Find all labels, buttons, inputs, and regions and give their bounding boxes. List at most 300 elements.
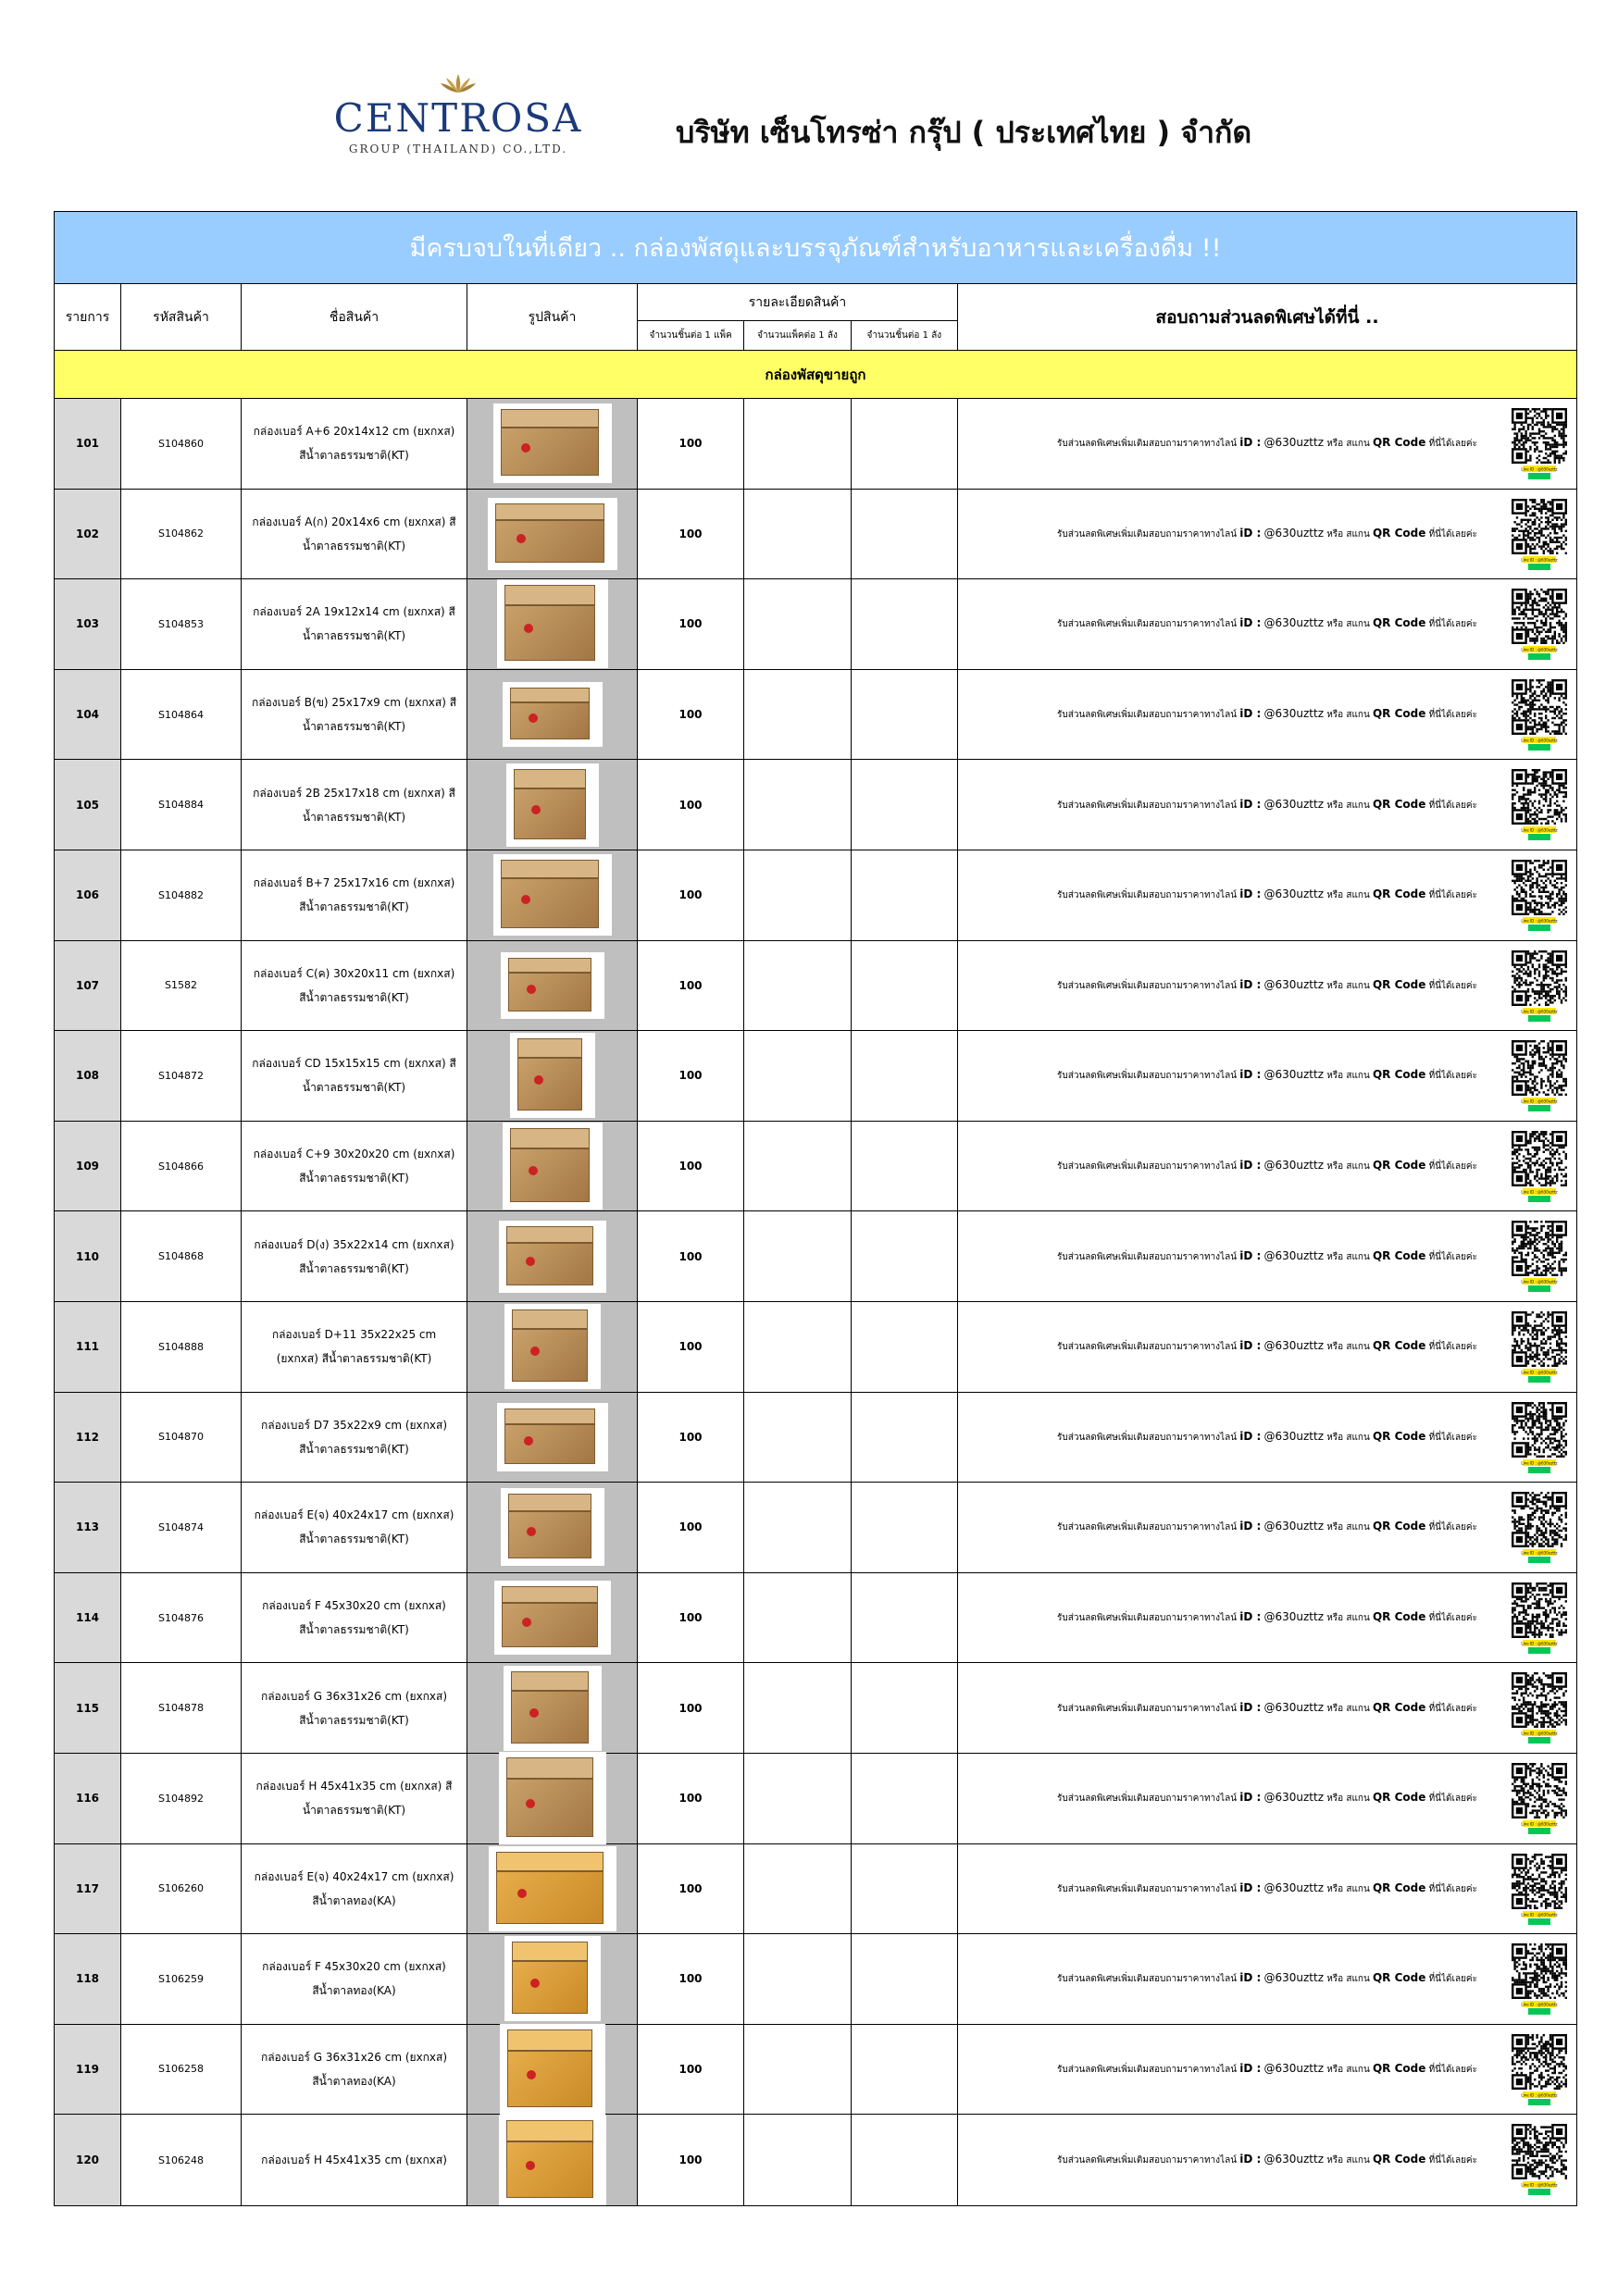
col-header-no: รายการ	[55, 284, 121, 350]
table-row	[55, 1302, 1576, 1393]
product-box-image	[504, 1304, 601, 1389]
table-row	[55, 1934, 1576, 2025]
pcs-per-case	[852, 1302, 958, 1392]
contact-cell	[958, 1844, 1576, 1934]
pcs-per-pack: 100	[638, 1211, 744, 1301]
product-box-image	[500, 2024, 605, 2115]
pcs-per-case	[852, 1483, 958, 1572]
table-row	[55, 760, 1576, 850]
qr-code-icon[interactable]	[1510, 2122, 1569, 2196]
product-name	[242, 1934, 467, 2024]
logo-wordmark: CENTROSA	[333, 95, 583, 141]
product-image-cell	[467, 579, 638, 669]
box-label-icon	[521, 895, 530, 904]
line-id-link[interactable]: @630uzttz	[1263, 526, 1325, 540]
product-name-line2: น้ำตาลธรรมชาติ(KT)	[302, 720, 406, 734]
qr-code-icon[interactable]	[1510, 1852, 1569, 1926]
qr-code-icon[interactable]	[1510, 949, 1569, 1023]
contact-info: รับส่วนลดพิเศษเพิ่มเติมสอบถามราคาทางไลน์ iD : @630uzttz หรือ สแกน QR Code ที่นี่ได้เลยค่ะ	[1057, 436, 1477, 450]
product-code: S104884	[121, 760, 242, 850]
qr-code-icon[interactable]	[1510, 1309, 1569, 1384]
line-id-link[interactable]: @630uzttz	[1263, 1971, 1325, 1985]
pcs-per-pack: 100	[638, 1122, 744, 1211]
product-name	[242, 2115, 467, 2205]
box-label-icon	[531, 805, 541, 814]
product-code: S104876	[121, 1573, 242, 1663]
row-number: 118	[55, 1934, 121, 2024]
row-number: 116	[55, 1754, 121, 1843]
table-row	[55, 1844, 1576, 1935]
qr-code-icon[interactable]	[1510, 1129, 1569, 1203]
contact-cell	[958, 670, 1576, 760]
svg-text:Line ID : @630uzttz: Line ID : @630uzttz	[1521, 1009, 1558, 1014]
packs-per-case	[744, 1483, 852, 1572]
product-box-image	[497, 1403, 608, 1471]
qr-code-icon[interactable]	[1510, 1400, 1569, 1474]
product-box-image	[503, 682, 603, 747]
box-label-icon	[530, 1979, 540, 1988]
row-number: 114	[55, 1573, 121, 1663]
company-logo	[333, 72, 583, 160]
product-box-image	[489, 1846, 616, 1931]
pcs-per-pack: 100	[638, 941, 744, 1031]
line-id-link[interactable]: @630uzttz	[1263, 436, 1325, 450]
product-code: S104888	[121, 1302, 242, 1392]
row-number: 111	[55, 1302, 121, 1392]
pcs-per-pack: 100	[638, 1844, 744, 1934]
table-row	[55, 1754, 1576, 1844]
contact-cell	[958, 1934, 1576, 2024]
table-row	[55, 2025, 1576, 2116]
product-name-line1: กล่องเบอร์ E(จ) 40x24x17 cm (ยxกxส)	[254, 1869, 454, 1883]
contact-info: รับส่วนลดพิเศษเพิ่มเติมสอบถามราคาทางไลน์ iD : @630uzttz หรือ สแกน QR Code ที่นี่ได้เลยค่ะ	[1057, 2153, 1477, 2166]
lotus-logo-icon	[440, 72, 477, 96]
product-name-line2: สีน้ำตาลธรรมชาติ(KT)	[299, 449, 409, 463]
product-table	[54, 211, 1577, 2206]
line-id-link[interactable]: @630uzttz	[1263, 1068, 1325, 1082]
table-row	[55, 670, 1576, 761]
contact-info: รับส่วนลดพิเศษเพิ่มเติมสอบถามราคาทางไลน์ iD : @630uzttz หรือ สแกน QR Code ที่นี่ได้เลยค่ะ	[1057, 1700, 1477, 1714]
svg-text:Line ID : @630uzttz: Line ID : @630uzttz	[1521, 1641, 1558, 1646]
contact-info: รับส่วนลดพิเศษเพิ่มเติมสอบถามราคาทางไลน์ iD : @630uzttz หรือ สแกน QR Code ที่นี่ได้เลยค่ะ	[1057, 526, 1477, 540]
pcs-per-case	[852, 941, 958, 1031]
box-label-icon	[529, 1708, 539, 1718]
qr-code-icon[interactable]	[1510, 1219, 1569, 1293]
svg-text:Line ID : @630uzttz: Line ID : @630uzttz	[1521, 1821, 1558, 1827]
product-image-cell	[467, 1483, 638, 1572]
qr-code-icon[interactable]	[1510, 2032, 1569, 2106]
product-image-cell	[467, 1393, 638, 1483]
product-image-cell	[467, 1934, 638, 2024]
table-row	[55, 850, 1576, 941]
product-name	[242, 1302, 467, 1392]
packs-per-case	[744, 1844, 852, 1934]
contact-cell	[958, 399, 1576, 489]
qr-code-icon[interactable]	[1510, 1038, 1569, 1112]
product-name-line1: กล่องเบอร์ C(ค) 30x20x11 cm (ยxกxส)	[253, 966, 455, 980]
pcs-per-pack: 100	[638, 2025, 744, 2115]
packs-per-case	[744, 2025, 852, 2115]
pcs-per-pack: 100	[638, 1031, 744, 1121]
product-code: S104878	[121, 1663, 242, 1753]
contact-info: รับส่วนลดพิเศษเพิ่มเติมสอบถามราคาทางไลน์ iD : @630uzttz หรือ สแกน QR Code ที่นี่ได้เลยค่ะ	[1057, 2061, 1477, 2075]
row-number: 115	[55, 1663, 121, 1753]
product-name-line1: กล่องเบอร์ D7 35x22x9 cm (ยxกxส)	[260, 1418, 448, 1432]
product-name-line1: กล่องเบอร์ G 36x31x26 cm (ยxกxส)	[260, 1689, 448, 1703]
col-header-detail-sub	[638, 321, 957, 350]
product-box-image	[493, 403, 612, 483]
product-name	[242, 579, 467, 669]
pcs-per-pack: 100	[638, 670, 744, 760]
box-label-icon	[529, 1166, 538, 1175]
contact-cell	[958, 2025, 1576, 2115]
product-name-line2: น้ำตาลธรรมชาติ(KT)	[302, 539, 406, 552]
contact-cell	[958, 1302, 1576, 1392]
svg-text:Line ID : @630uzttz: Line ID : @630uzttz	[1521, 557, 1558, 563]
contact-info: รับส่วนลดพิเศษเพิ่มเติมสอบถามราคาทางไลน์ iD : @630uzttz หรือ สแกน QR Code ที่นี่ได้เลยค่ะ	[1057, 1159, 1477, 1173]
box-label-icon	[524, 1436, 533, 1446]
svg-text:Line ID : @630uzttz: Line ID : @630uzttz	[1521, 918, 1558, 924]
contact-info: รับส่วนลดพิเศษเพิ่มเติมสอบถามราคาทางไลน์ iD : @630uzttz หรือ สแกน QR Code ที่นี่ได้เลยค่ะ	[1057, 1429, 1477, 1443]
product-name-line2: (ยxกxส) สีน้ำตาลธรรมชาติ(KT)	[276, 1352, 432, 1366]
box-label-icon	[521, 443, 530, 453]
product-image-cell	[467, 490, 638, 579]
product-name-line2: สีน้ำตาลธรรมชาติ(KT)	[299, 1623, 409, 1637]
product-image-cell	[467, 670, 638, 760]
product-code: S104872	[121, 1031, 242, 1121]
qr-code-icon[interactable]	[1510, 406, 1569, 480]
contact-cell	[958, 850, 1576, 940]
col-header-pcs-per-case: จำนวนชิ้นต่อ 1 ลัง	[866, 330, 942, 341]
line-id-link[interactable]: @630uzttz	[1263, 1248, 1325, 1262]
contact-cell	[958, 1122, 1576, 1211]
svg-text:Line ID : @630uzttz: Line ID : @630uzttz	[1521, 1279, 1558, 1285]
pcs-per-case	[852, 760, 958, 850]
product-box-image	[499, 1752, 606, 1844]
product-name-line1: กล่องเบอร์ B(ข) 25x17x9 cm (ยxกxส) สี	[251, 696, 457, 710]
product-name-line2: สีน้ำตาลทอง(KA)	[312, 1893, 396, 1907]
qr-code-icon[interactable]	[1510, 1581, 1569, 1655]
pcs-per-pack: 100	[638, 490, 744, 579]
table-row	[55, 2115, 1576, 2205]
row-number: 112	[55, 1393, 121, 1483]
product-name-line1: กล่องเบอร์ D+11 35x22x25 cm	[271, 1328, 437, 1342]
pcs-per-case	[852, 1031, 958, 1121]
col-header-packs-per-case: จำนวนแพ็คต่อ 1 ลัง	[744, 321, 851, 350]
table-row	[55, 490, 1576, 580]
svg-text:Line ID : @630uzttz: Line ID : @630uzttz	[1521, 827, 1558, 833]
product-code: S106248	[121, 2115, 242, 2205]
pcs-per-pack: 100	[638, 1663, 744, 1753]
svg-text:Line ID : @630uzttz: Line ID : @630uzttz	[1521, 2002, 1558, 2007]
product-name-line2: สีน้ำตาลธรรมชาติ(KT)	[299, 1172, 409, 1185]
product-name-line1: กล่องเบอร์ 2B 25x17x18 cm (ยxกxส) สี	[253, 786, 455, 800]
product-image-cell	[467, 1302, 638, 1392]
table-row	[55, 941, 1576, 1032]
product-code: S104866	[121, 1122, 242, 1211]
product-name-line1: กล่องเบอร์ CD 15x15x15 cm (ยxกxส) สี	[252, 1057, 456, 1071]
product-box-image	[510, 1033, 595, 1118]
contact-info: รับส่วนลดพิเศษเพิ่มเติมสอบถามราคาทางไลน์ iD : @630uzttz หรือ สแกน QR Code ที่นี่ได้เลยค่ะ	[1057, 1520, 1477, 1533]
row-number: 108	[55, 1031, 121, 1121]
qr-code-icon[interactable]	[1510, 677, 1569, 751]
svg-text:Line ID : @630uzttz: Line ID : @630uzttz	[1521, 1189, 1558, 1195]
contact-cell	[958, 941, 1576, 1031]
product-name-line1: กล่องเบอร์ E(จ) 40x24x17 cm (ยxกxส)	[254, 1508, 454, 1522]
product-box-image	[494, 1581, 611, 1655]
packs-per-case	[744, 399, 852, 489]
product-image-cell	[467, 2025, 638, 2115]
product-name-line2: สีน้ำตาลทอง(KA)	[312, 2074, 396, 2088]
packs-per-case	[744, 1122, 852, 1211]
box-label-icon	[527, 2070, 536, 2079]
row-number: 113	[55, 1483, 121, 1572]
product-name-line2: สีน้ำตาลธรรมชาติ(KT)	[299, 990, 409, 1004]
pcs-per-case	[852, 2025, 958, 2115]
product-code: S104868	[121, 1211, 242, 1301]
col-header-code: รหัสสินค้า	[121, 284, 242, 350]
product-box-image	[493, 854, 612, 936]
product-name	[242, 670, 467, 760]
product-name	[242, 490, 467, 579]
pcs-per-pack: 100	[638, 760, 744, 850]
pcs-per-case	[852, 1754, 958, 1843]
contact-info: รับส่วนลดพิเศษเพิ่มเติมสอบถามราคาทางไลน์ iD : @630uzttz หรือ สแกน QR Code ที่นี่ได้เลยค่ะ	[1057, 1068, 1477, 1082]
svg-text:Line ID : @630uzttz: Line ID : @630uzttz	[1521, 1731, 1558, 1736]
product-image-cell	[467, 1211, 638, 1301]
packs-per-case	[744, 1211, 852, 1301]
product-name	[242, 1483, 467, 1572]
col-header-detail-group	[638, 284, 958, 350]
pcs-per-case	[852, 490, 958, 579]
line-id-link[interactable]: @630uzttz	[1263, 977, 1325, 991]
line-id-link[interactable]: @630uzttz	[1263, 1610, 1325, 1624]
box-label-icon	[526, 1799, 535, 1808]
product-name-line1: กล่องเบอร์ F 45x30x20 cm (ยxกxส)	[262, 1960, 446, 1974]
product-box-image	[503, 1123, 603, 1210]
row-number: 105	[55, 760, 121, 850]
table-header	[55, 284, 1576, 351]
pcs-per-case	[852, 1844, 958, 1934]
row-number: 104	[55, 670, 121, 760]
packs-per-case	[744, 941, 852, 1031]
product-name-line2: สีน้ำตาลทอง(KA)	[312, 1984, 396, 1998]
product-image-cell	[467, 760, 638, 850]
svg-text:Line ID : @630uzttz: Line ID : @630uzttz	[1521, 1550, 1558, 1556]
pcs-per-pack: 100	[638, 1573, 744, 1663]
product-name-line1: กล่องเบอร์ D(ง) 35x22x14 cm (ยxกxส)	[254, 1237, 454, 1251]
pcs-per-pack: 100	[638, 1754, 744, 1843]
product-image-cell	[467, 2115, 638, 2205]
product-name-line2: น้ำตาลธรรมชาติ(KT)	[302, 629, 406, 643]
product-code: S104882	[121, 850, 242, 940]
product-name	[242, 1754, 467, 1843]
contact-info: รับส่วนลดพิเศษเพิ่มเติมสอบถามราคาทางไลน์ iD : @630uzttz หรือ สแกน QR Code ที่นี่ได้เลยค่ะ	[1057, 1339, 1477, 1353]
col-header-detail: รายละเอียดสินค้า	[638, 284, 957, 321]
product-name-line1: กล่องเบอร์ F 45x30x20 cm (ยxกxส)	[262, 1599, 446, 1613]
line-id-link[interactable]: @630uzttz	[1263, 1520, 1325, 1533]
line-id-link[interactable]: @630uzttz	[1263, 1429, 1325, 1443]
line-id-link[interactable]: @630uzttz	[1263, 616, 1325, 630]
packs-per-case	[744, 1573, 852, 1663]
svg-text:Line ID : @630uzttz: Line ID : @630uzttz	[1521, 1912, 1558, 1917]
box-label-icon	[522, 1618, 531, 1627]
contact-info: รับส่วนลดพิเศษเพิ่มเติมสอบถามราคาทางไลน์ iD : @630uzttz หรือ สแกน QR Code ที่นี่ได้เลยค่ะ	[1057, 616, 1477, 630]
product-code: S106259	[121, 1934, 242, 2024]
product-code: S104862	[121, 490, 242, 579]
product-box-image	[499, 1221, 606, 1293]
packs-per-case	[744, 760, 852, 850]
line-id-link[interactable]: @630uzttz	[1263, 2061, 1325, 2075]
product-name-line1: กล่องเบอร์ H 45x41x35 cm (ยxกxส) สี	[255, 1780, 453, 1793]
table-row	[55, 1573, 1576, 1664]
product-name-line1: กล่องเบอร์ B+7 25x17x16 cm (ยxกxส)	[253, 876, 455, 890]
line-id-link[interactable]: @630uzttz	[1263, 887, 1325, 901]
section-title: กล่องพัสดุขายถูก	[55, 351, 1576, 399]
product-image-cell	[467, 1031, 638, 1121]
line-id-link[interactable]: @630uzttz	[1263, 2153, 1325, 2166]
product-image-cell	[467, 399, 638, 489]
col-header-pcs-per-pack: จำนวนชิ้นต่อ 1 แพ็ค	[638, 321, 744, 350]
product-box-image	[501, 1488, 604, 1566]
row-number: 117	[55, 1844, 121, 1934]
qr-code-icon[interactable]	[1510, 858, 1569, 932]
row-number: 106	[55, 850, 121, 940]
product-name-line1: กล่องเบอร์ C+9 30x20x20 cm (ยxกxส)	[253, 1148, 455, 1161]
box-label-icon	[526, 1257, 535, 1266]
product-image-cell	[467, 1122, 638, 1211]
product-name	[242, 760, 467, 850]
contact-cell	[958, 1483, 1576, 1572]
contact-info: รับส่วนลดพิเศษเพิ่มเติมสอบถามราคาทางไลน์ iD : @630uzttz หรือ สแกน QR Code ที่นี่ได้เลยค่ะ	[1057, 1610, 1477, 1624]
svg-text:Line ID : @630uzttz: Line ID : @630uzttz	[1521, 2092, 1558, 2098]
row-number: 101	[55, 399, 121, 489]
box-label-icon	[527, 985, 536, 994]
packs-per-case	[744, 2115, 852, 2205]
packs-per-case	[744, 850, 852, 940]
qr-code-icon[interactable]	[1510, 497, 1569, 571]
box-label-icon	[529, 714, 538, 723]
pcs-per-pack: 100	[638, 399, 744, 489]
contact-cell	[958, 1663, 1576, 1753]
pcs-per-pack: 100	[638, 1302, 744, 1392]
pcs-per-case	[852, 670, 958, 760]
box-label-icon	[517, 1889, 527, 1898]
table-row	[55, 1393, 1576, 1483]
product-image-cell	[467, 941, 638, 1031]
product-code: S104853	[121, 579, 242, 669]
product-name-line2: สีน้ำตาลธรรมชาติ(KT)	[299, 1533, 409, 1546]
product-name-line1: กล่องเบอร์ H 45x41x35 cm (ยxกxส)	[261, 2153, 447, 2167]
product-code: S104860	[121, 399, 242, 489]
col-header-contact: สอบถามส่วนลดพิเศษได้ที่นี่ ..	[1155, 306, 1379, 328]
packs-per-case	[744, 490, 852, 579]
qr-code-icon[interactable]	[1510, 1490, 1569, 1564]
svg-text:Line ID : @630uzttz: Line ID : @630uzttz	[1521, 738, 1558, 743]
qr-code-icon[interactable]	[1510, 1942, 1569, 2016]
product-name	[242, 399, 467, 489]
qr-code-icon[interactable]	[1510, 767, 1569, 841]
svg-text:Line ID : @630uzttz: Line ID : @630uzttz	[1521, 466, 1558, 472]
pcs-per-case	[852, 399, 958, 489]
pcs-per-pack: 100	[638, 2115, 744, 2205]
contact-info: รับส่วนลดพิเศษเพิ่มเติมสอบถามราคาทางไลน์ iD : @630uzttz หรือ สแกน QR Code ที่นี่ได้เลยค่ะ	[1057, 1971, 1477, 1985]
table-row	[55, 1663, 1576, 1754]
contact-info: รับส่วนลดพิเศษเพิ่มเติมสอบถามราคาทางไลน์ iD : @630uzttz หรือ สแกน QR Code ที่นี่ได้เลยค่ะ	[1057, 977, 1477, 991]
product-code: S106258	[121, 2025, 242, 2115]
table-row	[55, 1483, 1576, 1573]
product-name-line2: น้ำตาลธรรมชาติ(KT)	[302, 1804, 406, 1818]
packs-per-case	[744, 1754, 852, 1843]
product-box-image	[488, 498, 617, 570]
contact-info: รับส่วนลดพิเศษเพิ่มเติมสอบถามราคาทางไลน์ iD : @630uzttz หรือ สแกน QR Code ที่นี่ได้เลยค่ะ	[1057, 887, 1477, 901]
product-box-image	[504, 1936, 601, 2021]
product-image-cell	[467, 1844, 638, 1934]
product-name	[242, 1122, 467, 1211]
product-name-line2: สีน้ำตาลธรรมชาติ(KT)	[299, 900, 409, 914]
table-banner: มีครบจบในที่เดียว .. กล่องพัสดุและบรรจุภัณฑ์สำหรับอาหารและเครื่องดื่ม !!	[55, 212, 1576, 284]
qr-code-icon[interactable]	[1510, 587, 1569, 661]
product-name	[242, 1844, 467, 1934]
line-id-link[interactable]: @630uzttz	[1263, 797, 1325, 811]
product-code: S104874	[121, 1483, 242, 1572]
contact-info: รับส่วนลดพิเศษเพิ่มเติมสอบถามราคาทางไลน์ iD : @630uzttz หรือ สแกน QR Code ที่นี่ได้เลยค่ะ	[1057, 1791, 1477, 1805]
line-id-link[interactable]: @630uzttz	[1263, 707, 1325, 721]
product-box-image	[501, 952, 604, 1019]
pcs-per-case	[852, 1573, 958, 1663]
product-name	[242, 1211, 467, 1301]
pcs-per-case	[852, 579, 958, 669]
col-header-image: รูปสินค้า	[467, 284, 638, 350]
product-box-image	[497, 579, 608, 668]
product-name-line1: กล่องเบอร์ G 36x31x26 cm (ยxกxส)	[260, 2050, 448, 2064]
product-image-cell	[467, 1573, 638, 1663]
svg-text:Line ID : @630uzttz: Line ID : @630uzttz	[1521, 1370, 1558, 1375]
line-id-link[interactable]: @630uzttz	[1263, 1159, 1325, 1173]
logo-subtitle: GROUP (THAILAND) CO.,LTD.	[348, 143, 568, 155]
qr-code-icon[interactable]	[1510, 1761, 1569, 1835]
product-name-line2: สีน้ำตาลธรรมชาติ(KT)	[299, 1713, 409, 1727]
row-number: 107	[55, 941, 121, 1031]
contact-cell	[958, 1393, 1576, 1483]
company-name: บริษัท เซ็นโทรซ่า กรุ๊ป ( ประเทศไทย ) จำกัด	[676, 115, 1252, 150]
row-number: 102	[55, 490, 121, 579]
product-name-line2: น้ำตาลธรรมชาติ(KT)	[302, 810, 406, 824]
line-id-link[interactable]: @630uzttz	[1263, 1791, 1325, 1805]
product-name	[242, 1663, 467, 1753]
row-number: 119	[55, 2025, 121, 2115]
contact-cell	[958, 2115, 1576, 2205]
product-code: S1582	[121, 941, 242, 1031]
product-name	[242, 1393, 467, 1483]
line-id-link[interactable]: @630uzttz	[1263, 1700, 1325, 1714]
packs-per-case	[744, 1393, 852, 1483]
line-id-link[interactable]: @630uzttz	[1263, 1339, 1325, 1353]
packs-per-case	[744, 1302, 852, 1392]
packs-per-case	[744, 1031, 852, 1121]
line-id-link[interactable]: @630uzttz	[1263, 1880, 1325, 1894]
pcs-per-case	[852, 1934, 958, 2024]
product-name-line2: สีน้ำตาลธรรมชาติ(KT)	[299, 1442, 409, 1456]
box-label-icon	[530, 1347, 540, 1356]
qr-code-icon[interactable]	[1510, 1670, 1569, 1744]
product-image-cell	[467, 1754, 638, 1843]
contact-cell	[958, 1211, 1576, 1301]
pcs-per-pack: 100	[638, 850, 744, 940]
table-row	[55, 1122, 1576, 1212]
pcs-per-pack: 100	[638, 1934, 744, 2024]
product-box-image	[506, 763, 599, 847]
